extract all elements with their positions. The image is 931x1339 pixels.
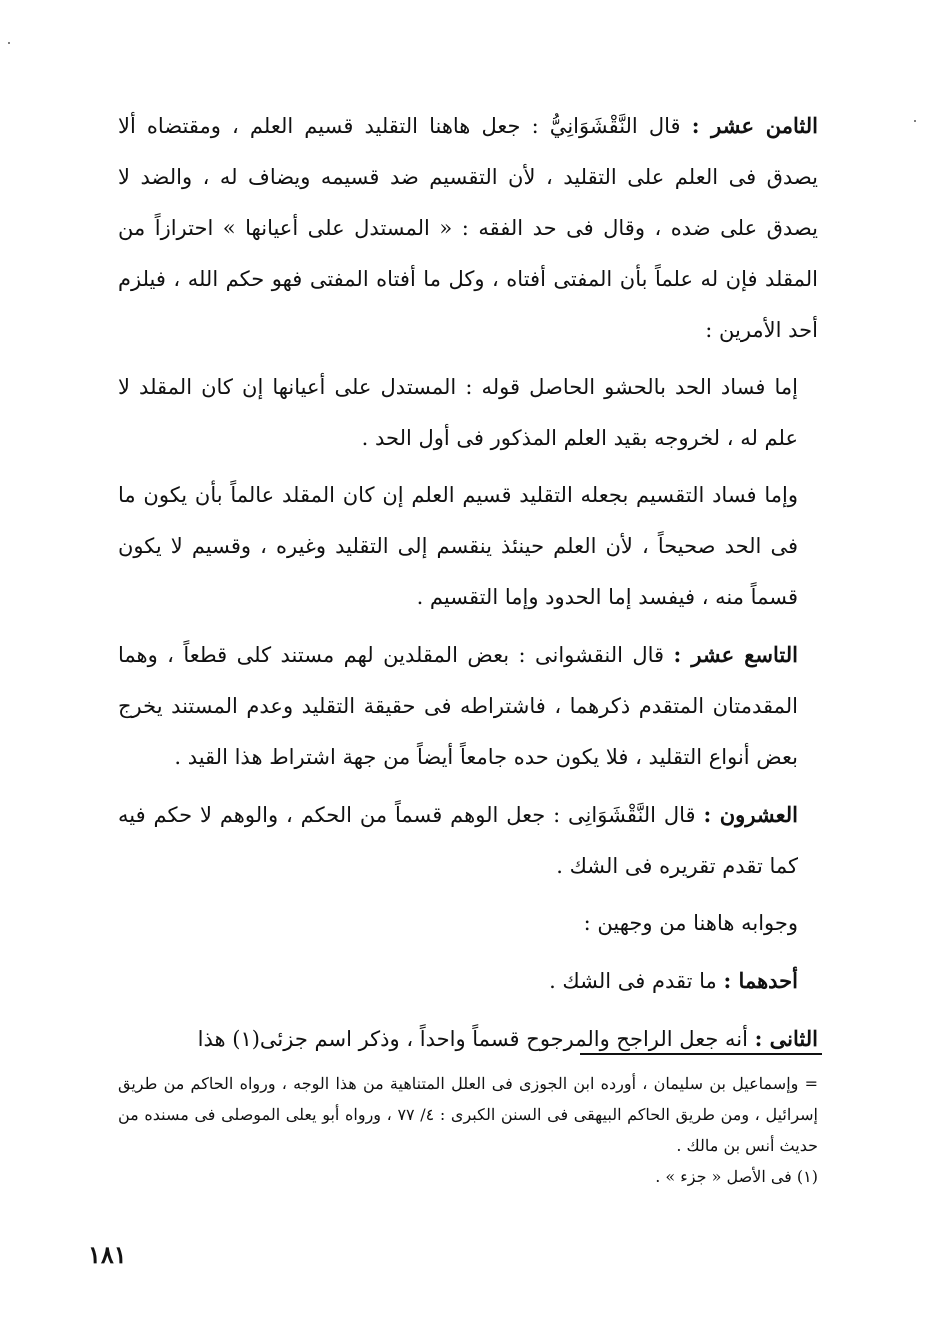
scan-speck: [8, 42, 10, 44]
paragraph-text: وجوابه هاهنا من وجهين :: [583, 911, 798, 935]
page-number: ١٨١: [88, 1240, 127, 1269]
main-text: [118, 100, 818, 1071]
scan-speck: [914, 120, 916, 122]
footnote-1: (١) فى الأصل « جزء » .: [655, 1167, 818, 1186]
paragraph-second: [118, 1013, 818, 1065]
paragraph-lead: التاسع عشر :: [673, 642, 798, 667]
paragraph-option-1: [118, 362, 818, 464]
paragraph-lead: أحدهما :: [723, 968, 798, 993]
paragraph-20: [118, 789, 818, 892]
footnote-divider: [580, 1053, 822, 1055]
footnotes: [118, 1068, 818, 1192]
paragraph-text: قال النَّقْشَوَانِى : جعل الوهم قسماً من الحكم ، والوهم لا حكم فيه كما تقدم تقريره فى الشك .: [118, 803, 798, 878]
paragraph-18: [118, 100, 818, 356]
paragraph-text: قال النَّقْشَوَانِيُّ : جعل هاهنا التقليد قسيم العلم ، ومقتضاه ألا يصدق فى العلم على التقليد ، لأن التقسيم ضد قسيمه ويضاف له ، والضد لا يصدق على ضده ، وقال فى حد الفقه : « المستدل على أعيانها » احترازاً من المقلد فإن له علماً بأن المفتى أفتاه ، وكل ما أفتاه المفتى فهو حكم الله ، فيلزم أحد الأمرين :: [118, 114, 818, 342]
paragraph-text: قال النقشوانى : بعض المقلدين لهم مستند كلى قطعاً ، وهما المقدمتان المتقدم ذكرهما ، فاشتراطه فى حقيقة التقليد وعدم المستند يخرج بعض أنواع التقليد ، فلا يكون حده جامعاً أيضاً من جهة اشتراط هذا القيد .: [118, 643, 798, 769]
paragraph-lead: الثامن عشر :: [691, 113, 818, 138]
paragraph-text: ما تقدم فى الشك .: [549, 969, 724, 993]
paragraph-text: إما فساد الحد بالحشو الحاصل قوله : المستدل على أعيانها إن كان المقلد لا علم له ، لخروجه بقيد العلم المذكور فى أول الحد .: [118, 375, 798, 450]
paragraph-option-2: [118, 470, 818, 623]
paragraph-text: وإما فساد التقسيم بجعله التقليد قسيم العلم إن كان المقلد عالماً بأن يكون ما فى الحد صحيحاً ، لأن العلم حينئذ ينقسم إلى التقليد وغيره ، وقسيم لا يكون قسماً منه ، فيفسد إما الحدود وإما التقسيم .: [118, 483, 798, 609]
paragraph-lead: الثانى :: [754, 1026, 818, 1051]
paragraph-answer: [118, 898, 818, 949]
footnote-continuation: = وإسماعيل بن سليمان ، أورده ابن الجوزى فى العلل المتناهية من هذا الوجه ، ورواه الحاكم من طريق إسرائيل ، ومن طريق الحاكم البيهقى فى السنن الكبرى : ٤/ ٧٧ ، ورواه أبو يعلى الموصلى فى مسنده من حديث أنس بن مالك .: [118, 1074, 818, 1155]
paragraph-19: [118, 629, 818, 783]
paragraph-text: أنه جعل الراجح والمرجوح قسماً واحداً ، وذكر اسم جزئى(١) هذا: [197, 1027, 755, 1051]
paragraph-first: [118, 955, 818, 1007]
paragraph-lead: العشرون :: [703, 802, 799, 827]
